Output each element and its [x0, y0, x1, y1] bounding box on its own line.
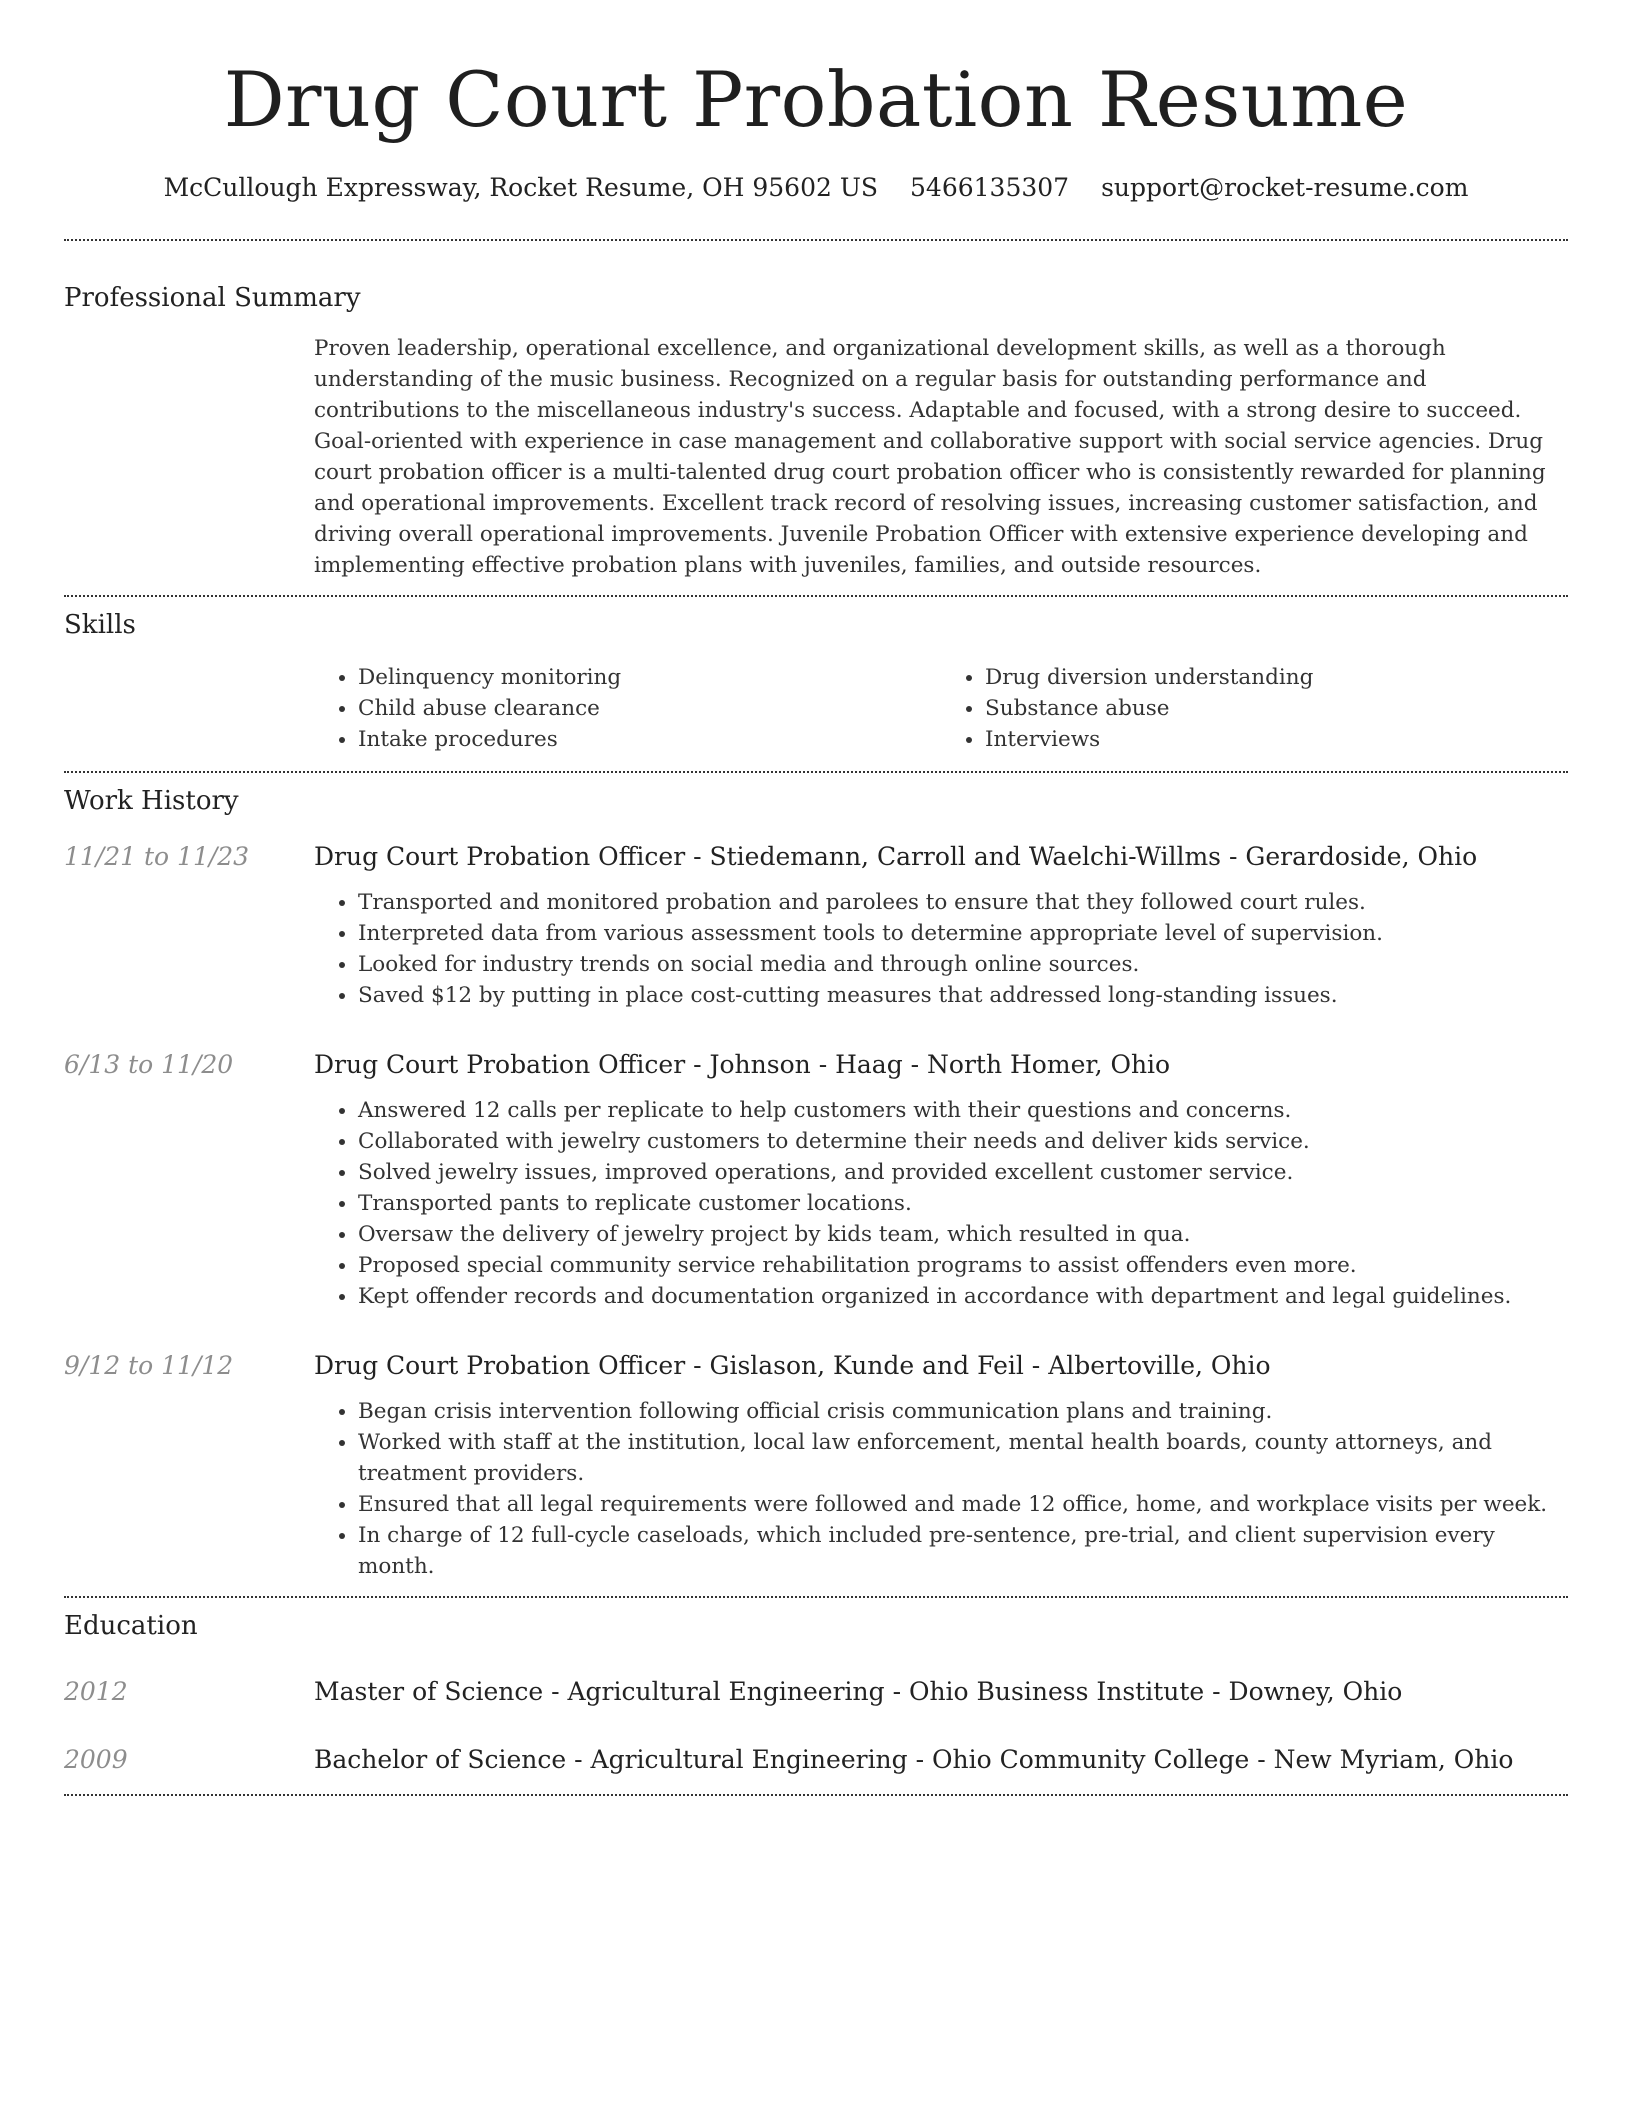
skill-item: • Interviews: [985, 724, 1568, 755]
job-entry: [64, 1047, 1568, 1312]
job-bullet: • Proposed special community service rehabilitation programs to assist offenders even more.: [358, 1250, 1568, 1281]
job-bullet: • Kept offender records and documentation organized in accordance with department and legal guidelines.: [358, 1281, 1568, 1312]
contact-email: support@rocket-resume.com: [1101, 173, 1469, 202]
summary-text: Proven leadership, operational excellence, and organizational development skills, as well as a thorough understanding of the music business. Recognized on a regular basis for outstanding performance and contributions to the miscellaneous industry's success. Adaptable and focused, with a strong desire to succeed. Goal-oriented with experience in case management and collaborative support with social service agencies. Drug court probation officer is a multi-talented drug court probation officer who is consistently rewarded for planning and operational improvements. Excellent track record of resolving issues, increasing customer satisfaction, and driving overall operational improvements. Juvenile Probation Officer with extensive experience developing and implementing effective probation plans with juveniles, families, and outside resources.: [314, 336, 1546, 578]
job-bullet: • In charge of 12 full-cycle caseloads, which included pre-sentence, pre-trial, and client supervision every month.: [358, 1520, 1568, 1582]
education-degree: Master of Science - Agricultural Engineering - Ohio Business Institute - Downey, Ohio: [314, 1677, 1403, 1706]
resume-title: Drug Court Probation Resume: [223, 55, 1409, 144]
job-bullet: • Worked with staff at the institution, local law enforcement, mental health boards, county attorneys, and treatment providers.: [358, 1427, 1568, 1489]
job-dates: 6/13 to 11/20: [64, 1050, 234, 1079]
summary-section: [64, 241, 1568, 581]
skills-section: [64, 597, 1568, 771]
job-title: Drug Court Probation Officer - Gislason, Kunde and Feil - Albertoville, Ohio: [314, 1351, 1271, 1380]
skill-item: • Substance abuse: [985, 693, 1568, 724]
contact-phone: 5466135307: [910, 173, 1070, 202]
job-bullet: • Transported and monitored probation and parolees to ensure that they followed court rules.: [358, 887, 1568, 918]
job-title: Drug Court Probation Officer - Stiedemann, Carroll and Waelchi-Willms - Gerardoside, Ohio: [314, 842, 1478, 871]
education-section: [64, 1598, 1568, 1794]
job-bullet: • Began crisis intervention following official crisis communication plans and training.: [358, 1396, 1568, 1427]
job-bullets: [314, 1095, 1568, 1312]
education-heading: Education: [64, 1611, 198, 1641]
job-entry: [64, 1348, 1568, 1582]
skill-item: • Child abuse clearance: [358, 693, 941, 724]
job-entry: [64, 839, 1568, 1011]
skills-list-left: [314, 662, 941, 755]
education-entry: [64, 1674, 1568, 1710]
education-divider: [64, 1794, 1568, 1796]
skill-item: • Delinquency monitoring: [358, 662, 941, 693]
job-title: Drug Court Probation Officer - Johnson - Haag - North Homer, Ohio: [314, 1050, 1171, 1079]
skill-item: • Drug diversion understanding: [985, 662, 1568, 693]
education-degree: Bachelor of Science - Agricultural Engineering - Ohio Community College - New Myriam, Ohio: [314, 1745, 1514, 1774]
job-bullet: • Answered 12 calls per replicate to help customers with their questions and concerns.: [358, 1095, 1568, 1126]
work-section: [64, 773, 1568, 1596]
contact-address: McCullough Expressway, Rocket Resume, OH 95602 US: [163, 173, 879, 202]
job-bullet: • Ensured that all legal requirements were followed and made 12 office, home, and workplace visits per week.: [358, 1489, 1568, 1520]
education-entry: [64, 1742, 1568, 1778]
education-year: 2009: [64, 1745, 128, 1774]
skill-item: • Intake procedures: [358, 724, 941, 755]
work-heading: Work History: [64, 786, 239, 816]
job-bullet: • Transported pants to replicate customer locations.: [358, 1188, 1568, 1219]
skills-grid: [314, 662, 1568, 755]
job-bullet: • Interpreted data from various assessment tools to determine appropriate level of supervision.: [358, 918, 1568, 949]
summary-heading: Professional Summary: [64, 283, 361, 313]
job-bullet: • Solved jewelry issues, improved operations, and provided excellent customer service.: [358, 1157, 1568, 1188]
job-bullet: • Saved $12 by putting in place cost-cutting measures that addressed long-standing issues.: [358, 980, 1568, 1011]
job-bullets: [314, 1396, 1568, 1582]
job-dates: 9/12 to 11/12: [64, 1351, 234, 1380]
education-year: 2012: [64, 1677, 128, 1706]
job-dates: 11/21 to 11/23: [64, 842, 250, 871]
skills-list-right: [941, 662, 1568, 755]
job-bullet: • Collaborated with jewelry customers to determine their needs and deliver kids service.: [358, 1126, 1568, 1157]
job-bullet: • Looked for industry trends on social media and through online sources.: [358, 949, 1568, 980]
contact-info: [64, 170, 1568, 206]
skills-heading: Skills: [64, 610, 136, 640]
job-bullets: [314, 887, 1568, 1011]
job-bullet: • Oversaw the delivery of jewelry project by kids team, which resulted in qua.: [358, 1219, 1568, 1250]
